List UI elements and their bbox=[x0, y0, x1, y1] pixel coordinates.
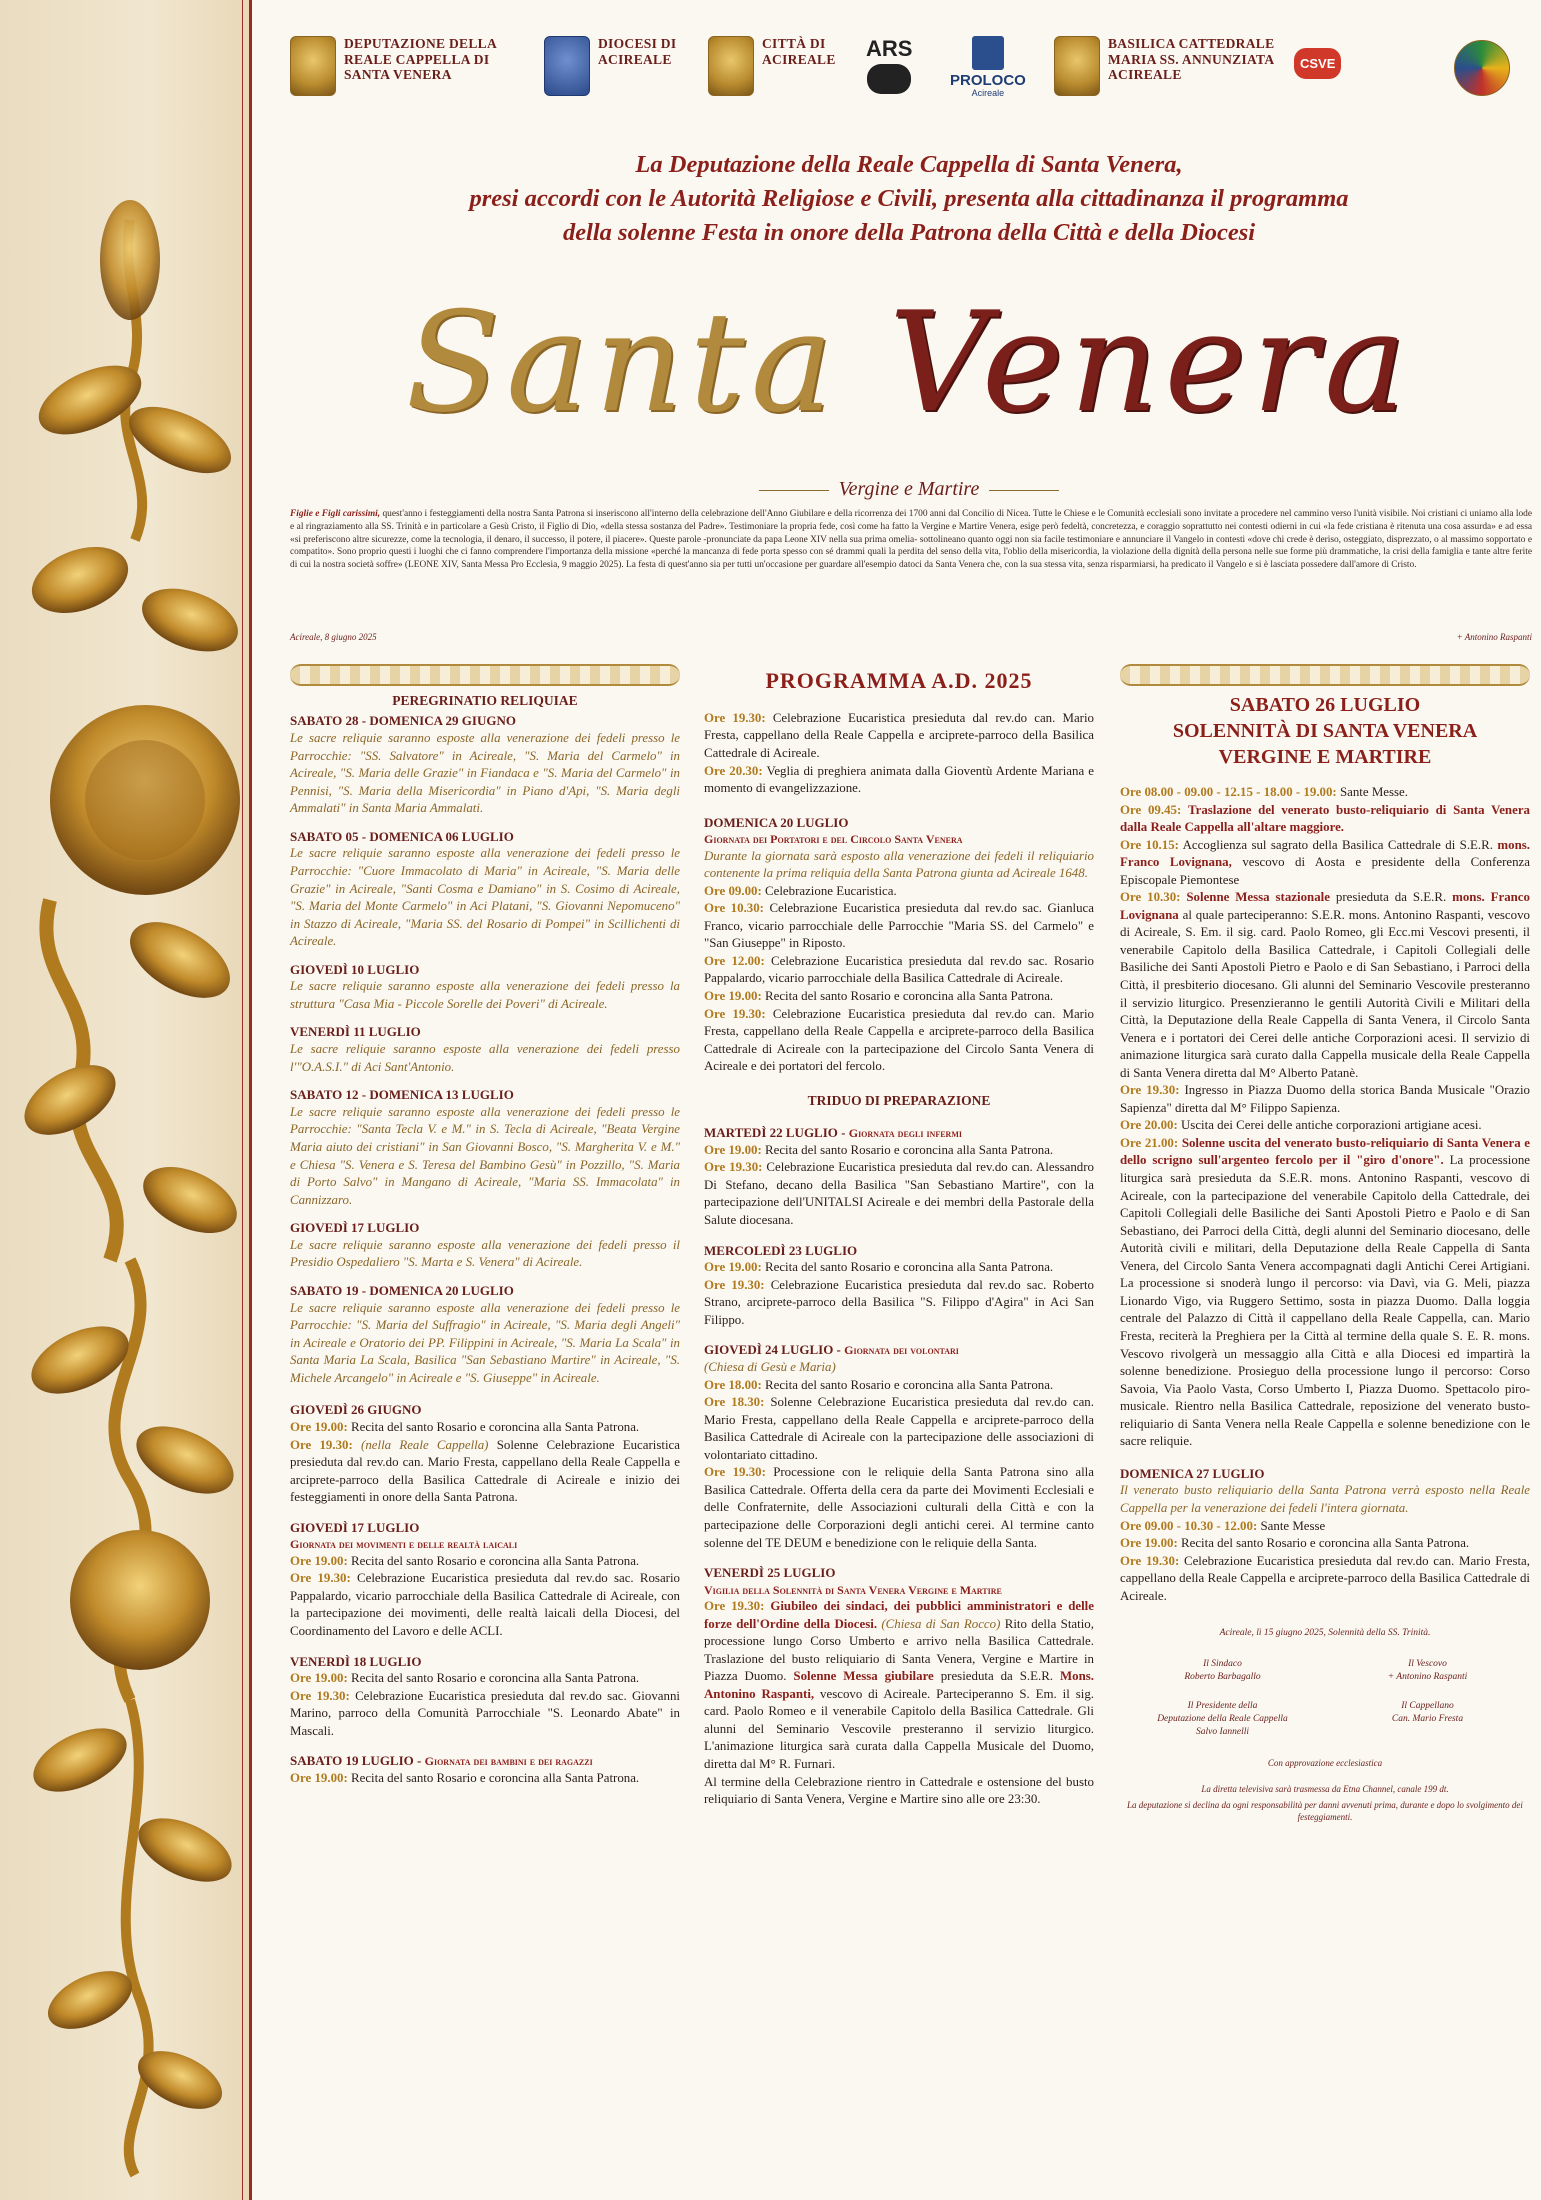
program-item bbox=[704, 883, 1094, 901]
day-theme: Vigilia della Solennità di Santa Venera Vergine e Martire bbox=[704, 1582, 1002, 1597]
item-text: Rito della Statio, processione lungo Corso Umberto e arrivo nella Basilica Cattedrale. Traslazione del busto reliquiario di Santa Venera, Vergine e Martire in Piazza Duomo. bbox=[704, 1616, 1094, 1684]
highlight-text: Solenne uscita del venerato busto-reliquiario di Santa Venera e dello scrigno sull'argenteo fercolo per il "giro d'onore". bbox=[1120, 1135, 1530, 1168]
signer-role: Il Sindaco bbox=[1203, 1659, 1242, 1670]
reliquiae-entry bbox=[290, 961, 680, 1014]
time-label: Ore 20.30: bbox=[704, 763, 763, 778]
date-heading: GIOVEDÌ 17 LUGLIO bbox=[290, 1519, 420, 1535]
program-item bbox=[1120, 1535, 1530, 1553]
broadcast-note: La diretta televisiva sarà trasmessa da Etna Channel, canale 199 dt. bbox=[1201, 1783, 1449, 1794]
item-text: Celebrazione Eucaristica presieduta dal rev.do sac. Roberto Strano, arciprete-parroco della Basilica "S. Filippo d'Agira" in Aci San Filippo. bbox=[704, 1277, 1094, 1327]
program-item bbox=[704, 1277, 1094, 1330]
reliquiae-entry bbox=[290, 712, 680, 817]
bishop-letter bbox=[290, 508, 1532, 572]
time-label: Ore 18.00: bbox=[704, 1377, 762, 1392]
proloco-logo-icon bbox=[972, 36, 1004, 70]
date-heading: VENERDÌ 18 LUGLIO bbox=[290, 1653, 422, 1669]
letter-body: quest'anno i festeggiamenti della nostra Santa Patrona si inseriscono all'interno della celebrazione dell'Anno Giubilare e della ricorrenza dei 1700 anni dal Concilio di Nicea. Tutte le Chiese e le Comunità ecclesiali sono invitate a procedere nel cammino verso l'unità visibile. Noi cristiani ci uniamo alla lode e al ringraziamento alla SS. Trinità e in particolare a Gesù Cristo, il Figlio di Dio, «della stessa sostanza del Padre». Testimoniare la propria fede, così come ha fatto la Vergine e Martire Venera, esige però fedeltà, concretezza, e coraggio soprattutto nei contesti odierni in cui «la fede cristiana è ritenuta una cosa assurda» e ad essa «si preferiscono altre sicurezze, come la tecnologia, il denaro, il successo, il potere, il piacere». Queste parole -pronunciate da papa Leone XIV nella sua prima omelia- sottolineano quanto oggi non sia facile testimoniare e annunciare il Vangelo in contesti «dove chi crede è deriso, osteggiato, disprezzato, o al massimo sopportato e compatito». Sono proprio questi i luoghi che ci fanno comprendere l'importanza della missione «perché la mancanza di fede porta spesso con sé drammi quali la perdita del senso della vita, l'oblio della misericordia, la violazione della dignità della persona nelle sue forme più drammatiche, la crisi della famiglia e tante altre ferite di cui la nostra società soffre» (LEONE XIV, Santa Messa Pro Ecclesia, 9 maggio 2025). La festa di quest'anno sia per tutti un'occasione per guardare all'esempio datoci da Santa Venera che, con la sua stessa vita, senza risparmiarsi, ha predicato il Vangelo e si è lasciata possedere dall'amore di Cristo. bbox=[290, 509, 1533, 571]
column-left bbox=[290, 660, 680, 1788]
reliquiae-entry bbox=[290, 1219, 680, 1272]
time-label: Ore 19.00: bbox=[704, 989, 762, 1003]
entry-note: Le sacre reliquie saranno esposte alla venerazione dei fedeli presso le Parrocchie: "S. Maria del Suffragio" in Acireale, "S. Maria degli Angeli" in Acireale e Oratorio dei PP. Filippini in Acireale, "S. Maria La Scala" in Santa Maria La Scala, Basilica "San Sebastiano Martire" in Acireale, "S. Michele Arcangelo" in Acireale e "S. Giuseppe" in Acireale. bbox=[290, 1300, 680, 1385]
logo-line: MARIA SS. ANNUNZIATA bbox=[1108, 51, 1275, 67]
program-item bbox=[290, 1437, 680, 1507]
logo-line: BASILICA CATTEDRALE bbox=[1108, 36, 1275, 51]
item-note: (nella Reale Cappella) bbox=[361, 1437, 489, 1452]
item-text: Recita del santo Rosario e coroncina alla Santa Patrona. bbox=[351, 1553, 640, 1568]
logo-line: ACIREALE bbox=[1108, 67, 1182, 83]
item-text: Recita del santo Rosario e coroncina alla Santa Patrona. bbox=[351, 1420, 640, 1435]
program-item bbox=[704, 763, 1094, 798]
item-text: Uscita dei Cerei delle antiche corporazioni artigiane acesi. bbox=[1181, 1118, 1482, 1133]
date-label: SABATO 19 LUGLIO bbox=[290, 1753, 414, 1769]
signer bbox=[1120, 1700, 1325, 1739]
logo-proloco bbox=[950, 36, 1026, 98]
jubilee-logo-icon bbox=[1454, 40, 1510, 96]
item-text: Celebrazione Eucaristica presieduta dal rev.do can. Mario Fresta, cappellano della Reale Cappella e arciprete-parroco della Basilica Cattedrale di Acireale con la partecipazione del Circolo Santa Venera di Acireale e dei portatori del fercolo. bbox=[704, 1006, 1094, 1074]
date-label: MARTEDÌ 22 LUGLIO - bbox=[704, 1125, 846, 1141]
item-text: Celebrazione Eucaristica presieduta dal rev.do sac. Gianluca Franco, vicario parrocchiale delle Parrocchie "Maria SS. del Carmelo" e "San Giuseppe" in Riposto. bbox=[704, 901, 1094, 951]
time-label: Ore 19.30: bbox=[704, 1465, 766, 1480]
time-label: Ore 19.00: bbox=[290, 1553, 348, 1568]
item-text: Ingresso in Piazza Duomo della storica Banda Musicale "Orazio Sapienza" diretta dal M° Filippo Sapienza. bbox=[1120, 1083, 1530, 1115]
signer-name: Salvo Iannelli bbox=[1195, 1726, 1250, 1737]
main-title bbox=[284, 282, 1534, 443]
time-label: Ore 08.00 - 09.00 - 12.15 - 18.00 - 19.00: bbox=[1120, 785, 1337, 799]
date-heading: SABATO 12 - DOMENICA 13 LUGLIO bbox=[290, 1087, 514, 1103]
logo-basilica bbox=[1054, 36, 1274, 96]
time-label: Ore 19.30: bbox=[1120, 1083, 1180, 1098]
basilica-crest-icon bbox=[1054, 36, 1100, 96]
divider bbox=[759, 490, 829, 491]
logo-line: SANTA VENERA bbox=[344, 67, 452, 83]
subtitle bbox=[284, 478, 1534, 501]
intro-line: La Deputazione della Reale Cappella di Santa Venera, bbox=[635, 151, 1183, 178]
date-label: GIOVEDÌ 24 LUGLIO - bbox=[704, 1342, 841, 1358]
item-text: Recita del santo Rosario e coroncina alla Santa Patrona. bbox=[765, 1377, 1054, 1392]
highlight-text: Solenne Messa stazionale bbox=[1186, 890, 1330, 905]
item-note: (Chiesa di San Rocco) bbox=[881, 1616, 1001, 1631]
day-theme: Giornata dei volontari bbox=[844, 1343, 959, 1358]
date-heading: SABATO 19 - DOMENICA 20 LUGLIO bbox=[290, 1282, 514, 1298]
column-right bbox=[1120, 660, 1530, 1824]
logo-line: REALE CAPPELLA DI bbox=[344, 51, 490, 67]
program-item bbox=[1120, 889, 1530, 1082]
disclaimer-note: La deputazione si declina da ogni responsabilità per danni avvenuti prima, durante e dopo lo svolgimento dei festeggiamenti. bbox=[1127, 1800, 1523, 1823]
entry-note: Le sacre reliquie saranno esposte alla venerazione dei fedeli presso la struttura "Casa Mia - Piccole Sorelle dei Poveri" di Acireale. bbox=[290, 979, 680, 1011]
entry-note: Le sacre reliquie saranno esposte alla venerazione dei fedeli presso le Parrocchie: "Santa Tecla V. e M." in S. Tecla di Acireale, "Beata Vergine Maria aiuto dei cristiani" in San Giovanni Bosco, "S. Margherita V. e M." e Chiesa "S. Venera e S. Teresa del Bambino Gesù" in Pozzillo, "S. Maria di Porto Salvo" in Mangano di Acireale, "Maria SS. Immacolata" in Cannizzaro. bbox=[290, 1104, 680, 1207]
highlight-text: mons. Franco Lovignana, bbox=[1120, 837, 1530, 870]
entry-note: Le sacre reliquie saranno esposte alla venerazione dei fedeli presso le Parrocchie: "SS. Salvatore" in Acireale, "S. Maria del Carmelo" in Acireale, "S. Maria delle Grazie" in Fiandaca e "S. Maria del Carmelo" in Pennisi, "S. Maria della Misericordia" in Piano d'Api, "S. Maria degli Ammalati" in Santa Maria Ammalati. bbox=[290, 731, 680, 816]
item-text: Recita del santo Rosario e coroncina alla Santa Patrona. bbox=[351, 1671, 640, 1686]
item-text: Veglia di preghiera animata dalla Gioventù Ardente Mariana e momento di evangelizzazione. bbox=[704, 763, 1094, 796]
logo-line: DEPUTAZIONE DELLA bbox=[344, 36, 497, 51]
reliquiae-entry bbox=[290, 1023, 680, 1076]
time-label: Ore 09.45: bbox=[1120, 802, 1182, 817]
crest-icon bbox=[290, 36, 336, 96]
date-heading: DOMENICA 20 LUGLIO bbox=[704, 814, 849, 830]
program-item bbox=[1120, 1553, 1530, 1606]
program-item bbox=[704, 988, 1094, 1006]
program-item: Al termine della Celebrazione rientro in Cattedrale e ostensione del busto reliquiario di Santa Venera, Vergine e Martire sino alle ore 23:30. bbox=[704, 1774, 1094, 1807]
signer-name: + Antonino Raspanti bbox=[1387, 1672, 1468, 1683]
item-text: Celebrazione Eucaristica presieduta dal rev.do can. Mario Fresta, cappellano della Reale Cappella e arciprete-parroco della Basilica Cattedrale di Acireale. bbox=[1120, 1553, 1530, 1603]
diocese-crest-icon bbox=[544, 36, 590, 96]
date-heading: VENERDÌ 25 LUGLIO bbox=[704, 1565, 836, 1581]
day-theme: Giornata dei Portatori e del Circolo Santa Venera bbox=[704, 832, 963, 847]
ars-mark-icon bbox=[867, 64, 911, 94]
letter-place-date: Acireale, 8 giugno 2025 bbox=[290, 632, 377, 642]
time-label: Ore 10.15: bbox=[1120, 837, 1179, 852]
logo-diocesi bbox=[544, 36, 676, 96]
date-heading: GIOVEDÌ 17 LUGLIO bbox=[290, 1220, 420, 1236]
time-label: Ore 19.00: bbox=[704, 1260, 762, 1275]
entry-note: (Chiesa di Gesù e Maria) bbox=[704, 1360, 836, 1375]
item-text: Celebrazione Eucaristica presieduta dal rev.do sac. Rosario Pappalardo, vicario parrocchiale della Basilica Cattedrale di Acireale. bbox=[704, 953, 1094, 986]
time-label: Ore 19.30: bbox=[704, 1599, 765, 1614]
entry-note: Durante la giornata sarà esposto alla venerazione dei fedeli il reliquiario contenente la prima reliquia della Santa Patrona giunta ad Acireale 1648. bbox=[704, 848, 1094, 881]
signer-role: Il Presidente della bbox=[1187, 1701, 1258, 1711]
gold-scroll-ornament bbox=[20, 200, 250, 2180]
time-label: Ore 19.30: bbox=[704, 710, 766, 725]
sign-place-date: Acireale, lì 15 giugno 2025, Solennità della SS. Trinità. bbox=[1219, 1628, 1431, 1639]
highlight-text: Solenne Messa giubilare bbox=[793, 1669, 934, 1684]
item-text: La processione liturgica sarà presieduta da S.E.R. mons. Antonino Raspanti, vescovo di Acireale, con la partecipazione del venerabile Capitolo della Cattedrale, dei Capitoli Collegiali delle Basiliche dei Santi Apostoli Pietro e Paolo e di San Sebastiano, dei Parroci della Città, degli alunni del Seminario diocesano, delle Autorità civili e militari, della Deputazione della Reale Cappella di Santa Venera, del Circolo Santa Venera accompagnati dagli Antichi Cerei Artigiani. La processione si snoderà lungo il percorso: via Davì, via G. Meli, piazza Lionardo Vigo, via Ruggero Settimo, sosta in piazza Duomo. Dalla loggia centrale del Palazzo di Città il cappellano della Reale Cappella, can. Mario Fresta, reciterà la Preghiera per la Città al termine della quale S. E. R. mons. Vescovo rivolgerà un messaggio alla Città e alla Diocesi ed impartirà la solenne benedizione. Prosieguo della processione lungo il percorso: Corso Savoia, Via Paolo Vasta, Corso Umberto I, Piazza Duomo. Spettacolo piro-musicale. Rientro nella Basilica Cattedrale, reposizione del venerato busto-reliquiario di Santa Venera nella Reale Cappella e solenne benedizione con le sacre reliquie. bbox=[1120, 1153, 1530, 1449]
date-heading: MERCOLEDÌ 23 LUGLIO bbox=[704, 1242, 858, 1258]
approval-note: Con approvazione ecclesiastica bbox=[1267, 1757, 1383, 1768]
poster-main bbox=[284, 0, 1534, 2200]
date-heading: VENERDÌ 11 LUGLIO bbox=[290, 1024, 421, 1040]
item-text: Celebrazione Eucaristica presieduta dal rev.do sac. Rosario Pappalardo, vicario parrocchiale della Basilica Cattedrale di Acireale, con la partecipazione dei movimenti, delle realtà laicali della Diocesi, del Coordinamento del Lavoro e delle ACLI. bbox=[290, 1571, 680, 1638]
program-item bbox=[704, 1006, 1094, 1076]
time-label: Ore 19.00: bbox=[290, 1671, 348, 1686]
highlight-text: Mons. Antonino Raspanti, bbox=[704, 1669, 1094, 1701]
day-theme: Giornata dei movimenti e delle realtà laicali bbox=[290, 1537, 518, 1552]
divider bbox=[989, 490, 1059, 491]
item-text: Celebrazione Eucaristica presieduta dal rev.do can. Mario Fresta, cappellano della Reale Cappella e arciprete-parroco della Basilica Cattedrale di Acireale. bbox=[704, 710, 1094, 760]
program-item bbox=[704, 1377, 1094, 1395]
program-item bbox=[704, 1394, 1094, 1464]
date-heading: DOMENICA 27 LUGLIO bbox=[1120, 1465, 1265, 1481]
item-text: Sante Messe. bbox=[1339, 785, 1408, 799]
logo-line: ACIREALE bbox=[762, 51, 836, 67]
column-center bbox=[704, 660, 1094, 1809]
item-text: Recita del santo Rosario e coroncina alla Santa Patrona. bbox=[765, 1260, 1054, 1275]
time-label: Ore 10.30: bbox=[1120, 890, 1181, 905]
time-label: Ore 19.30: bbox=[704, 1160, 763, 1175]
item-text: Solenne Celebrazione Eucaristica presieduta dal rev.do can. Mario Fresta, cappellano della Reale Cappella e arciprete-parroco della Basilica Cattedrale di Acireale e inizio dei festeggiamenti in onore della Santa Patrona. bbox=[290, 1437, 680, 1505]
logo-line: ACIREALE bbox=[598, 51, 672, 67]
heading-line: VERGINE E MARTIRE bbox=[1218, 746, 1432, 768]
logo-ars bbox=[866, 36, 912, 94]
signer-role: Deputazione della Reale Cappella bbox=[1157, 1713, 1288, 1724]
date-heading bbox=[704, 1341, 1094, 1359]
scroll-ornament bbox=[290, 664, 680, 686]
section-heading: TRIDUO DI PREPARAZIONE bbox=[807, 1092, 991, 1108]
time-label: Ore 19.00: bbox=[290, 1420, 348, 1435]
signer-role: Il Cappellano bbox=[1401, 1701, 1454, 1711]
program-item bbox=[704, 1598, 1094, 1773]
date-heading: SABATO 19 LUGLIO - Giornata dei bambini e dei ragazzi bbox=[290, 1753, 593, 1769]
time-label: Ore 19.00: bbox=[704, 1142, 762, 1157]
intro-text bbox=[284, 148, 1534, 249]
proloco-sub: Acireale bbox=[971, 88, 1005, 98]
item-text: Celebrazione Eucaristica presieduta dal rev.do sac. Giovanni Marino, parroco della Comunità Parrocchiale "S. Leonardo Abate" in Mascali. bbox=[290, 1688, 680, 1738]
day-theme: Giornata dei bambini e dei ragazzi bbox=[424, 1754, 593, 1769]
time-label: Ore 19.00: bbox=[290, 1771, 348, 1786]
scroll-ornament bbox=[1120, 664, 1530, 686]
city-crest-icon bbox=[708, 36, 754, 96]
item-text: Celebrazione Eucaristica. bbox=[765, 883, 897, 898]
program-item bbox=[1120, 1117, 1530, 1135]
program-item bbox=[704, 710, 1094, 763]
title-right: Venera bbox=[888, 282, 1413, 443]
item-text: Sante Messe bbox=[1260, 1518, 1326, 1533]
highlight-text: mons. Franco Lovignana bbox=[1120, 890, 1530, 922]
solemnity-heading bbox=[1120, 692, 1530, 770]
time-label: Ore 19.30: bbox=[290, 1437, 353, 1452]
decorative-left-band bbox=[0, 0, 252, 2200]
day-theme: Giornata degli infermi bbox=[848, 1126, 963, 1141]
time-label: Ore 10.30: bbox=[704, 901, 764, 916]
item-text: vescovo di Acireale. Parteciperanno S. Em. il sig. card. Paolo Romeo e il venerabile Capitolo della Basilica Cattedrale. Gli alunni del Seminario Vescovile presteranno il servizio liturgico. L'animazione liturgica sarà curata dalla Cappella Musicale del Duomo, diretta dal M° R. Furnari. bbox=[704, 1686, 1094, 1771]
time-label: Ore 19.30: bbox=[290, 1688, 350, 1703]
item-text: Recita del santo Rosario e coroncina alla Santa Patrona. bbox=[1181, 1536, 1470, 1551]
letter-footer bbox=[290, 632, 1532, 642]
reliquiae-entry bbox=[290, 1282, 680, 1387]
signatures-block bbox=[1120, 1627, 1530, 1823]
date-heading: GIOVEDÌ 10 LUGLIO bbox=[290, 961, 420, 977]
letter-signature: + Antonino Raspanti bbox=[1456, 632, 1532, 642]
heading-line: SABATO 26 LUGLIO bbox=[1229, 694, 1421, 716]
item-text: Recita del santo Rosario e coroncina alla Santa Patrona. bbox=[765, 1142, 1054, 1157]
intro-line: della solenne Festa in onore della Patrona della Città e della Diocesi bbox=[562, 218, 1256, 246]
program-item bbox=[704, 1464, 1094, 1552]
item-text: Recita del santo Rosario e coroncina alla Santa Patrona. bbox=[765, 989, 1054, 1003]
program-item bbox=[704, 953, 1094, 988]
signer bbox=[1325, 1658, 1530, 1684]
highlight-text: Giubileo dei sindaci, dei pubblici amministratori e delle forze dell'Ordine della Diocesi. bbox=[704, 1599, 1094, 1631]
program-item bbox=[1120, 837, 1530, 890]
date-heading bbox=[704, 1124, 1094, 1142]
item-text: al quale parteciperanno: S.E.R. mons. Antonino Raspanti, vescovo di Acireale, S. Em. il sig. card. Paolo Romeo, gli Ecc.mi Vescovi presenti, il venerabile Capitolo della Basilica Cattedrale, i Capitoli Collegiali delle Basiliche dei Santi Apostoli Pietro e Paolo e di San Sebastiano, i Parroci della Città, il presbiterio diocesano. Gli alunni del Seminario Vescovile presteranno il servizio liturgico. Presenzieranno le gentili Autorità Civili e Militari della Città, la Deputazione della Reale Cappella di Santa Venera, il Circolo Santa Venera e i portatori dei Cerei delle antiche Corporazioni acesi. Il servizio di animazione liturgica sarà curato dalla Cappella musicale della Reale Cappella di Santa Venera diretta dal M° Alberto Patanè. bbox=[1120, 907, 1530, 1080]
program-item bbox=[704, 1159, 1094, 1229]
time-label: Ore 21.00: bbox=[1120, 1135, 1179, 1150]
program-item bbox=[290, 1688, 680, 1741]
program-item bbox=[1120, 1082, 1530, 1117]
ars-logo-icon: ARS bbox=[866, 36, 913, 61]
time-label: Ore 19.30: bbox=[704, 1277, 765, 1292]
program-item bbox=[290, 1670, 680, 1688]
logo-line: CITTÀ DI bbox=[762, 36, 826, 51]
item-text: Celebrazione Eucaristica presieduta dal rev.do can. Alessandro Di Stefano, decano della Basilica "San Sebastiano Martire", con la partecipazione dell'UNITALSI Acireale e dei membri della Pastorale della Salute diocesana. bbox=[704, 1160, 1094, 1227]
signer-name: Roberto Barbagallo bbox=[1184, 1672, 1261, 1683]
program-title: PROGRAMMA A.D. 2025 bbox=[765, 668, 1033, 693]
item-text: Recita del santo Rosario e coroncina alla Santa Patrona. bbox=[351, 1771, 640, 1786]
program-item bbox=[1120, 784, 1530, 802]
logo-deputazione bbox=[290, 36, 497, 96]
time-label: Ore 18.30: bbox=[704, 1395, 765, 1410]
date-heading: SABATO 05 - DOMENICA 06 LUGLIO bbox=[290, 828, 514, 844]
logo-line: DIOCESI DI bbox=[598, 36, 677, 51]
proloco-label: PROLOCO bbox=[950, 72, 1026, 89]
item-text: presieduta da S.E.R. bbox=[1335, 890, 1447, 905]
entry-note: Le sacre reliquie saranno esposte alla venerazione dei fedeli presso l'"O.A.S.I." di Aci Sant'Antonio. bbox=[290, 1042, 680, 1074]
date-heading: SABATO 28 - DOMENICA 29 GIUGNO bbox=[290, 713, 516, 729]
signer bbox=[1120, 1658, 1325, 1684]
time-label: Ore 19.30: bbox=[290, 1571, 351, 1586]
entry-note: Le sacre reliquie saranno esposte alla venerazione dei fedeli presso il Presidio Ospedaliero "S. Marta e S. Venera" di Acireale. bbox=[290, 1237, 680, 1270]
time-label: Ore 19.30: bbox=[1120, 1553, 1180, 1568]
item-text: presieduta da S.E.R. bbox=[940, 1669, 1054, 1684]
time-label: Ore 09.00 - 10.30 - 12.00: bbox=[1120, 1518, 1258, 1533]
signer-name: Can. Mario Fresta bbox=[1391, 1713, 1464, 1724]
program-item bbox=[1120, 1135, 1530, 1451]
heading-line: SOLENNITÀ DI SANTA VENERA bbox=[1172, 720, 1478, 742]
program-item bbox=[704, 1259, 1094, 1277]
program-item bbox=[290, 1570, 680, 1640]
logo-bar bbox=[284, 36, 1534, 126]
item-text: Accoglienza sul sagrato della Basilica Cattedrale di S.E.R. bbox=[1182, 837, 1493, 852]
reliquiae-entry bbox=[290, 1086, 680, 1209]
program-item bbox=[290, 1770, 680, 1788]
signer bbox=[1325, 1700, 1530, 1739]
program-item bbox=[290, 1553, 680, 1571]
letter-lead: Figlie e Figli carissimi, bbox=[290, 509, 381, 519]
program-item bbox=[290, 1419, 680, 1437]
program-item bbox=[1120, 802, 1530, 837]
time-label: Ore 09.00: bbox=[704, 883, 762, 898]
entry-note: Le sacre reliquie saranno esposte alla venerazione dei fedeli presso le Parrocchie: "Cuore Immacolato di Maria" in Acireale, "S. Maria delle Grazie" in Acireale, "Santi Cosma e Damiano" in S. Cosimo di Acireale, "S. Maria del Monte Carmelo" in Aci Platani, "S. Giovanni Nepomuceno" in Stazzo di Acireale, "Maria SS. del Rosario di Pompei" in Scillichenti di Acireale. bbox=[290, 846, 680, 949]
item-text: Solenne Celebrazione Eucaristica presieduta dal rev.do can. Mario Fresta, cappellano della Reale Cappella e arciprete-parroco della Basilica Cattedrale di Acireale con la partecipazione delle associazioni di volontariato cittadino. bbox=[704, 1395, 1094, 1462]
program-item bbox=[1120, 1518, 1530, 1536]
intro-line: presi accordi con le Autorità Religiose e Civili, presenta alla cittadinanza il programma bbox=[469, 184, 1349, 212]
section-heading: PEREGRINATIO RELIQUIAE bbox=[392, 693, 578, 708]
time-label: Ore 12.00: bbox=[704, 953, 765, 968]
logo-jubilee bbox=[1454, 40, 1510, 96]
program-item bbox=[704, 1142, 1094, 1160]
signer-role: Il Vescovo bbox=[1408, 1659, 1447, 1670]
time-label: Ore 19.30: bbox=[704, 1006, 766, 1021]
csve-logo-icon: CSVE bbox=[1294, 48, 1341, 79]
entry-note: Il venerato busto reliquiario della Santa Patrona verrà esposto nella Reale Cappella per la venerazione dei fedeli l'intera giornata. bbox=[1120, 1483, 1530, 1515]
subtitle-text: Vergine e Martire bbox=[838, 478, 980, 500]
item-text: Processione con le reliquie della Santa Patrona sino alla Basilica Cattedrale. Offerta della cera da parte dei Movimenti Ecclesiali e delle Confraternite, delle Associazioni culturali della Città e con la partecipazione delle Corporazioni degli antichi cerei. Al termine canto solenne del TE DEUM e benedizione con le reliquie della Santa. bbox=[704, 1465, 1094, 1550]
logo-citta bbox=[708, 36, 836, 96]
item-text: vescovo di Aosta e presidente della Conferenza Episcopale Piemontese bbox=[1120, 855, 1530, 887]
title-left: Santa bbox=[405, 282, 840, 443]
logo-csve bbox=[1294, 48, 1341, 79]
time-label: Ore 19.00: bbox=[1120, 1536, 1178, 1551]
reliquiae-entry bbox=[290, 828, 680, 951]
time-label: Ore 20.00: bbox=[1120, 1118, 1178, 1133]
highlight-text: Traslazione del venerato busto-reliquiario di Santa Venera dalla Reale Cappella all'altare maggiore. bbox=[1120, 802, 1530, 835]
date-heading: GIOVEDÌ 26 GIUGNO bbox=[290, 1402, 422, 1418]
program-item bbox=[704, 900, 1094, 953]
